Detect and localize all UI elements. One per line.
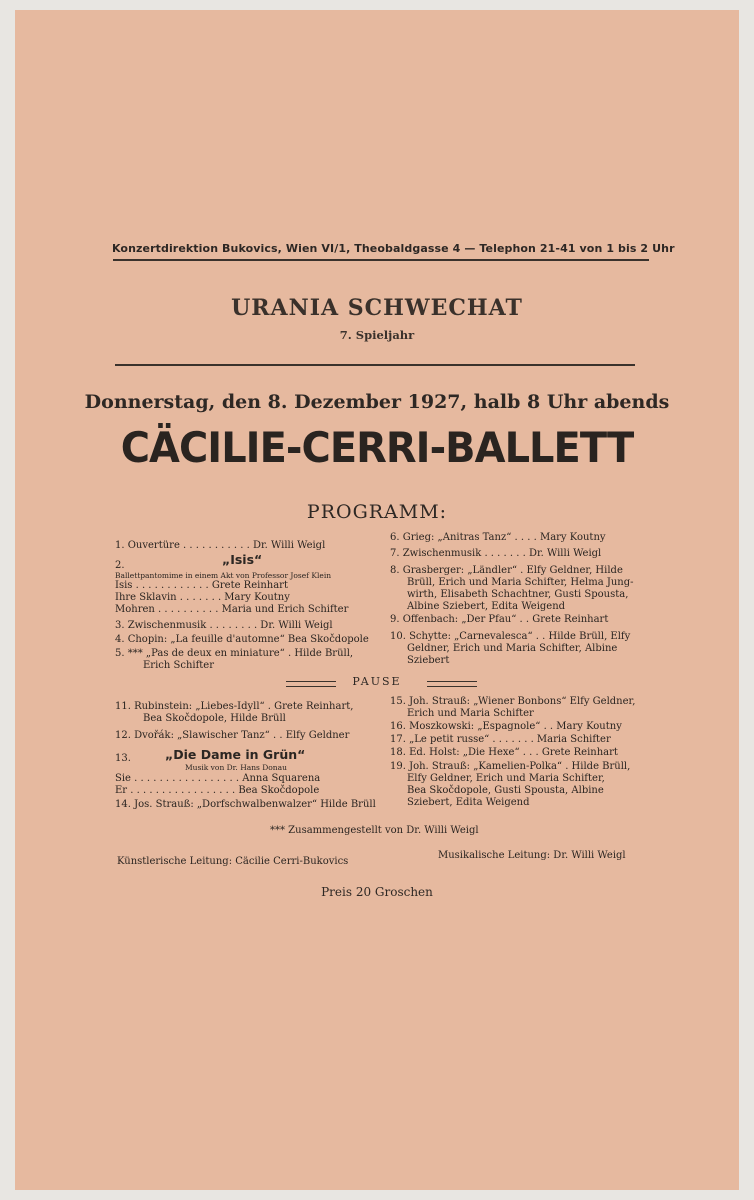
program-item-9: 9. Offenbach: „Der Pfau“ . . Grete Reinhart (390, 614, 609, 625)
program-item-11-cont: Bea Skočdopole, Hilde Brüll (143, 713, 286, 724)
program-item-6: 6. Grieg: „Anitras Tanz“ . . . . Mary Koutny (390, 532, 606, 543)
program-item-13-subtitle: Musik von Dr. Hans Donau (185, 763, 287, 772)
program-item-15: 15. Joh. Strauß: „Wiener Bonbons“ Elfy Geldner, (390, 696, 636, 707)
program-item-19-cont-3: Sziebert, Edita Weigend (407, 797, 530, 808)
event-date: Donnerstag, den 8. Dezember 1927, halb 8 Uhr abends (84, 391, 670, 413)
program-item-2-title: „Isis“ (222, 552, 263, 567)
header-address: Konzertdirektion Bukovics, Wien VI/1, Theobaldgasse 4 — Telephon 21-41 von 1 bis 2 Uhr (112, 242, 675, 255)
program-item-5: 5. *** „Pas de deux en miniature“ . Hilde Brüll, (115, 648, 354, 659)
program-heading: PROGRAMM: (306, 501, 448, 523)
program-item-15-cont: Erich und Maria Schifter (407, 708, 534, 719)
pause-label: PAUSE (352, 675, 402, 688)
program-item-3: 3. Zwischenmusik . . . . . . . . Dr. Willi Weigl (115, 620, 333, 631)
program-item-5-cont: Erich Schifter (143, 660, 215, 671)
compiled-note: *** Zusammengestellt von Dr. Willi Weigl (270, 825, 479, 836)
program-item-1: 1. Ouvertüre . . . . . . . . . . . Dr. Willi Weigl (115, 540, 326, 551)
program-item-4: 4. Chopin: „La feuille d'automne“ Bea Skočdopole (115, 634, 369, 645)
program-item-2-cast-3: Mohren . . . . . . . . . . Maria und Erich Schifter (115, 604, 349, 615)
program-item-16: 16. Moszkowski: „Espagnole“ . . Mary Koutny (390, 721, 622, 732)
pause-rule-right (427, 681, 477, 687)
program-item-18: 18. Ed. Holst: „Die Hexe“ . . . Grete Reinhart (390, 747, 618, 758)
program-item-19: 19. Joh. Strauß: „Kamelien-Polka“ . Hilde Brüll, (390, 761, 631, 772)
season-label: 7. Spieljahr (339, 328, 415, 342)
title-rule (115, 364, 635, 366)
venue-title: URANIA SCHWECHAT (231, 295, 523, 321)
program-item-19-cont-1: Elfy Geldner, Erich und Maria Schifter, (407, 773, 605, 784)
program-item-17: 17. „Le petit russe“ . . . . . . . Maria Schifter (390, 734, 611, 745)
program-item-10: 10. Schytte: „Carnevalesca“ . . Hilde Brüll, Elfy (390, 631, 631, 642)
program-item-19-cont-2: Bea Skočdopole, Gusti Spousta, Albine (407, 785, 604, 796)
program-item-8: 8. Grasberger: „Ländler“ . Elfy Geldner, Hilde (390, 565, 623, 576)
program-item-14: 14. Jos. Strauß: „Dorfschwalbenwalzer“ Hilde Brüll (115, 799, 376, 810)
program-item-7: 7. Zwischenmusik . . . . . . . Dr. Willi Weigl (390, 548, 602, 559)
program-item-2-subtitle: Ballettpantomime in einem Akt von Professor Josef Klein (115, 571, 332, 580)
program-item-2-cast-2: Ihre Sklavin . . . . . . . Mary Koutny (115, 592, 290, 603)
musical-direction: Musikalische Leitung: Dr. Willi Weigl (438, 850, 626, 861)
program-item-8-cont-1: Brüll, Erich und Maria Schifter, Helma Jung- (407, 577, 634, 588)
program-item-8-cont-3: Albine Sziebert, Edita Weigend (407, 601, 566, 612)
poster-sheet (15, 10, 739, 1190)
program-item-13-title: „Die Dame in Grün“ (165, 747, 306, 762)
program-item-11: 11. Rubinstein: „Liebes-Idyll“ . Grete Reinhart, (115, 701, 354, 712)
program-item-13-number: 13. (115, 753, 131, 764)
program-item-2-number: 2. (115, 560, 125, 571)
program-item-2-cast-1: Isis . . . . . . . . . . . . Grete Reinhart (115, 580, 288, 591)
program-item-13-cast-2: Er . . . . . . . . . . . . . . . . . Bea Skočdopole (115, 785, 320, 796)
program-item-8-cont-2: wirth, Elisabeth Schachtner, Gusti Spousta, (407, 589, 629, 600)
program-item-12: 12. Dvořák: „Slawischer Tanz“ . . Elfy Geldner (115, 730, 350, 741)
program-item-10-cont-1: Geldner, Erich und Maria Schifter, Albine (407, 643, 618, 654)
program-item-13-cast-1: Sie . . . . . . . . . . . . . . . . . Anna Squarena (115, 773, 321, 784)
price-label: Preis 20 Groschen (321, 885, 433, 899)
ballet-title: CÄCILIE-CERRI-BALLETT (120, 423, 634, 472)
program-item-10-cont-2: Sziebert (407, 655, 450, 666)
header-rule (113, 259, 649, 261)
artistic-direction: Künstlerische Leitung: Cäcilie Cerri-Bukovics (117, 856, 349, 867)
